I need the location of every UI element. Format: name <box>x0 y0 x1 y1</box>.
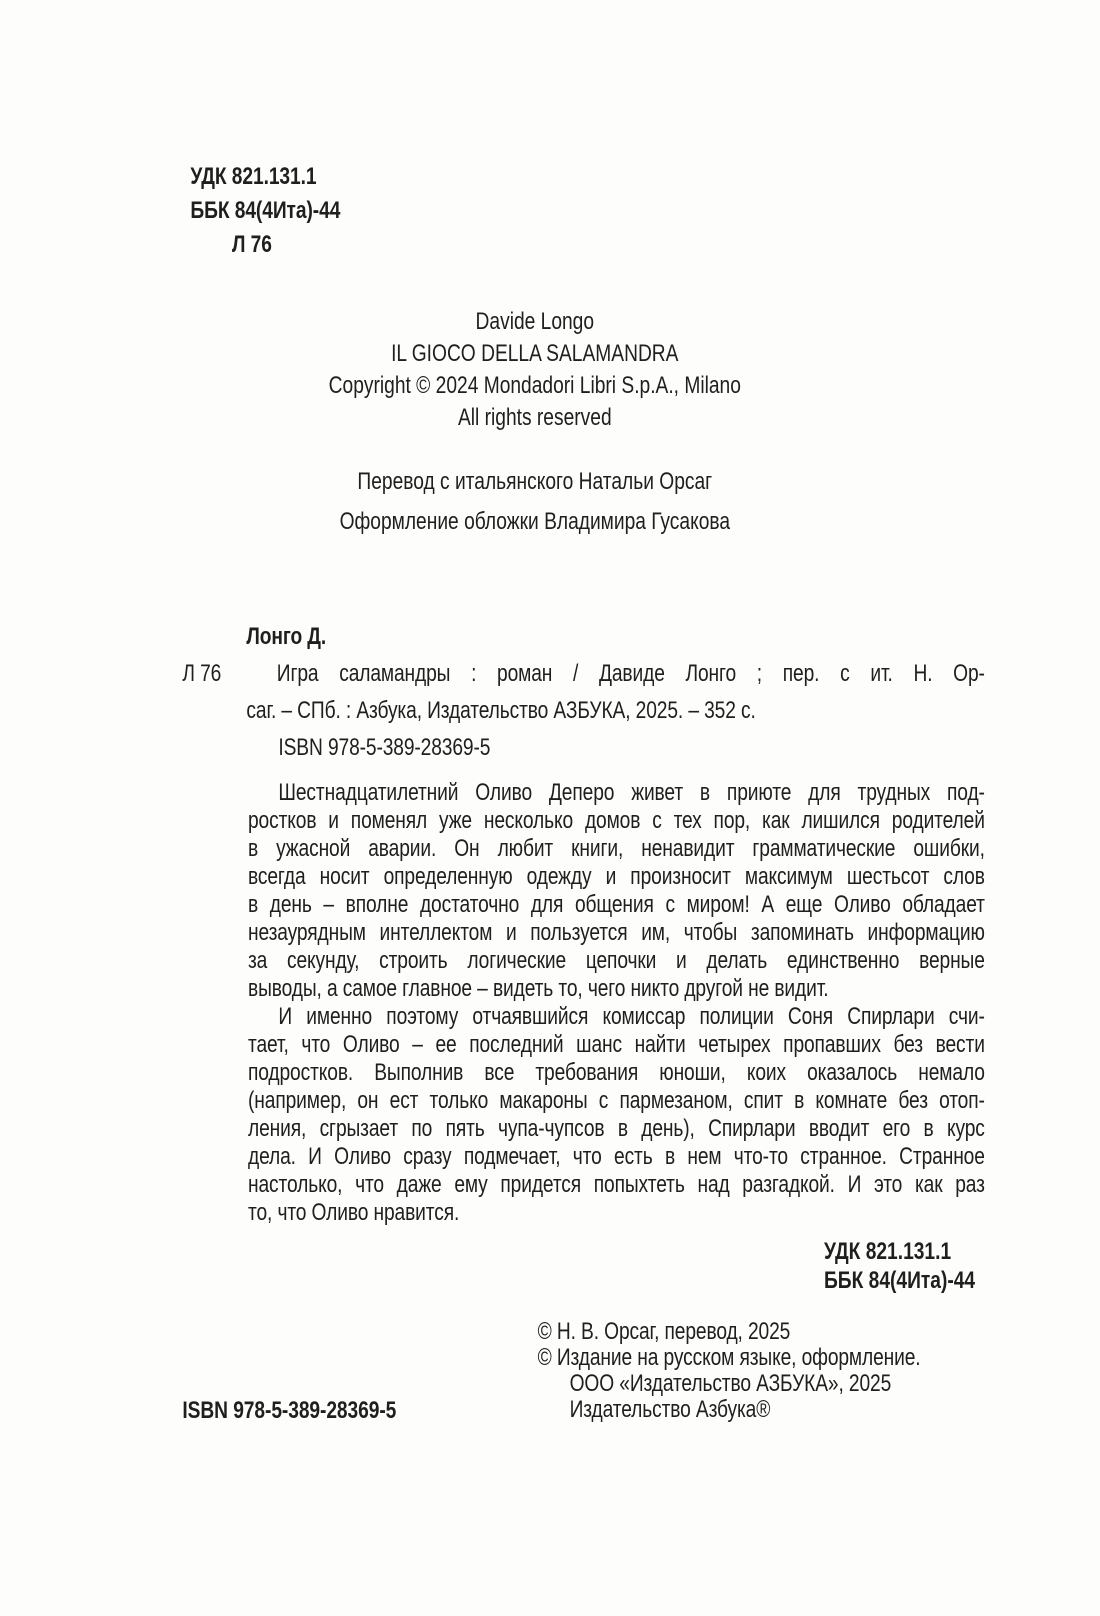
text-line: дела. И Оливо сразу подмечает, что есть в нем что-то странное. Странное <box>248 1143 985 1170</box>
bottom-udk-code: УДК 821.131.1 <box>824 1238 952 1265</box>
text-line: саг. – СПб. : Азбука, Издательство АЗБУКА, 2025. – 352 с. <box>246 697 756 724</box>
author-sign-code: Л 76 <box>232 231 272 258</box>
original-rights: All rights reserved <box>457 404 612 431</box>
credits-block <box>0 462 1085 542</box>
original-edition-block <box>0 306 1085 434</box>
bottom-bbk-code: ББК 84(4Ита)-44 <box>824 1267 976 1294</box>
bottom-isbn: ISBN 978-5-389-28369-5 <box>182 1397 397 1424</box>
text-line: © Н. В. Орсаг, перевод, 2025 <box>537 1318 791 1345</box>
text-line: И именно поэтому отчаявшийся комиссар полиции Соня Спирлари счи- <box>278 1003 985 1030</box>
original-title: IL GIOCO DELLA SALAMANDRA <box>391 340 679 367</box>
bottom-codes-block <box>824 1237 1100 1295</box>
text-line: (например, он ест только макароны с пармезаном, спит в комнате без отоп- <box>248 1087 985 1114</box>
catalog-isbn: ISBN 978-5-389-28369-5 <box>278 734 491 761</box>
text-line: Игра саламандры : роман / Давиде Лонго ; пер. с ит. Н. Ор- <box>276 660 985 687</box>
text-line: ООО «Издательство АЗБУКА», 2025 <box>569 1370 892 1397</box>
udk-code: УДК 821.131.1 <box>190 163 317 190</box>
text-line: незаурядным интеллектом и пользуется им, чтобы запоминать информацию <box>248 919 985 946</box>
text-line: настолько, что даже ему придется попыхтеть над разгадкой. И это как раз <box>248 1171 985 1198</box>
original-copyright: Copyright © 2024 Mondadori Libri S.p.A., Milano <box>328 372 741 399</box>
text-line: то, что Оливо нравится. <box>248 1199 460 1226</box>
text-line: подростков. Выполнив все требования юноши, коих оказалось немало <box>248 1059 985 1086</box>
text-line: © Издание на русском языке, оформление. <box>537 1344 921 1371</box>
bbk-code: ББК 84(4Ита)-44 <box>190 197 341 224</box>
catalog-code: Л 76 <box>182 660 222 687</box>
bottom-section <box>0 1319 1100 1423</box>
text-line: ростков и поменял уже несколько домов с тех пор, как лишился родителей <box>248 807 985 834</box>
text-line: всегда носит определенную одежду и произносит максимум шестьсот слов <box>248 863 985 890</box>
cover-design-credit: Оформление обложки Владимира Гусакова <box>339 508 731 535</box>
catalog-author: Лонго Д. <box>246 623 327 650</box>
text-line: в ужасной аварии. Он любит книги, ненавидит грамматические ошибки, <box>248 835 985 862</box>
text-line: выводы, а самое главное – видеть то, чего никто другой не видит. <box>248 975 829 1002</box>
annotation-paragraph <box>248 779 985 1003</box>
copyright-block <box>538 1319 1100 1423</box>
text-line: ления, сгрызает по пять чупа-чупсов в день), Спирлари вводит его в курс <box>248 1115 985 1142</box>
translation-credit: Перевод с итальянского Натальи Орсаг <box>357 468 713 495</box>
text-line: в день – вполне достаточно для общения с миром! А еще Оливо обладает <box>248 891 985 918</box>
original-author: Davide Longo <box>475 308 595 335</box>
catalog-entry <box>246 655 984 729</box>
text-line: Шестнадцатилетний Оливо Деперо живет в приюте для трудных под- <box>278 779 985 806</box>
annotation-paragraph <box>248 1003 985 1227</box>
text-line: Издательство Азбука® <box>569 1396 771 1423</box>
text-line: за секунду, строить логические цепочки и делать единственно верные <box>248 947 985 974</box>
catalog-card <box>182 618 985 765</box>
annotation <box>248 779 985 1227</box>
top-codes-block <box>190 160 1100 262</box>
text-line: тает, что Оливо – ее последний шанс найти четырех пропавших без вести <box>248 1031 985 1058</box>
